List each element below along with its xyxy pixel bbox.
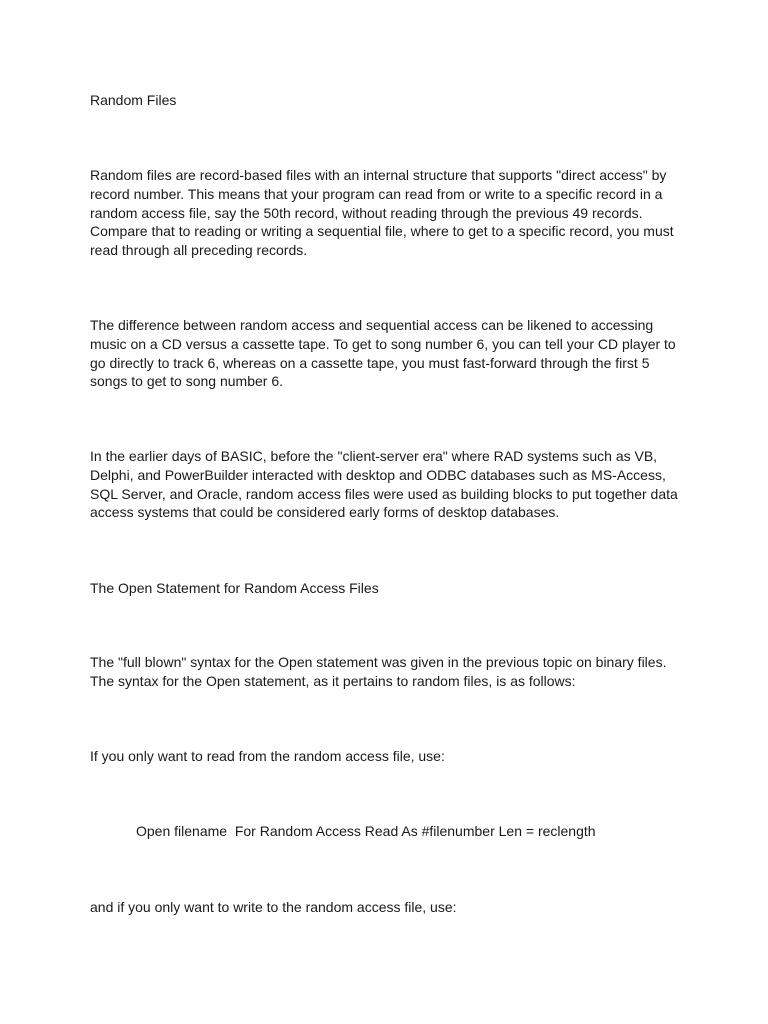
paragraph-cd-vs-cassette: The difference between random access and sequential access can be likened to accessing music on a CD versus a cassette tape. To get to song number 6, you can tell your CD player to go directly to track 6, whereas on a cassette tape, you must fast-forward through the first 5 songs to get to song number 6. [90,317,676,390]
paragraph-read-only-intro: If you only want to read from the random access file, use: [90,748,445,764]
paragraph-write-only-intro: and if you only want to write to the random access file, use: [90,899,457,915]
document-title: Random Files [90,92,177,108]
code-open-read-statement: Open filename For Random Access Read As #filenumber Len = reclength [136,823,596,839]
paragraph-basic-history: In the earlier days of BASIC, before the "client-server era" where RAD systems such as VB, Delphi, and PowerBuilder interacted with desktop and ODBC databases such as MS-Access, SQL Server, and Oracle, random access files were used as building blocks to put together data access systems that could be considered early forms of desktop databases. [90,448,678,521]
section-heading-open-statement: The Open Statement for Random Access Files [90,580,379,596]
paragraph-open-syntax-intro: The "full blown" syntax for the Open statement was given in the previous topic on binary files. The syntax for the Open statement, as it pertains to random files, is as follows: [90,654,667,689]
paragraph-random-files-intro: Random files are record-based files with an internal structure that supports "direct access" by record number. This means that your program can read from or write to a specific record in a random access file, say the 50th record, without reading through the previous 49 records. Compare that to reading or writing a sequential file, where to get to a specific record, you must read through all preceding records. [90,167,674,259]
